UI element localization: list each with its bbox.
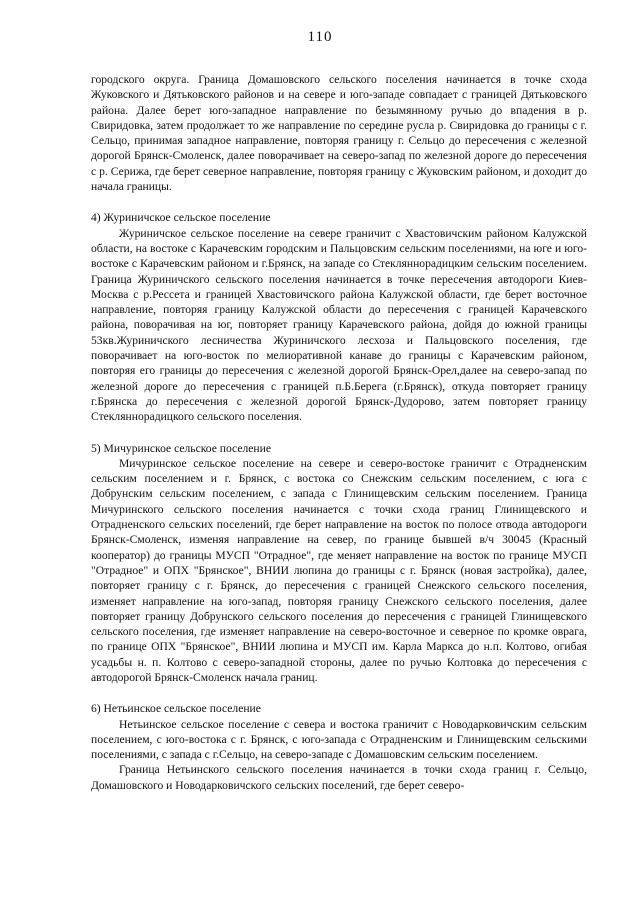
section-6-paragraph-2: Граница Нетьинского сельского поселения начинается в точки схода границ г. Сельцо, Домашовского и Новодарковичского сельских поселений, где берет северо- — [91, 763, 587, 792]
body-text — [91, 72, 587, 793]
page-number: 110 — [307, 29, 333, 45]
section-heading-6: 6) Нетьинское сельское поселение — [91, 702, 261, 716]
section-6-paragraph-1: Нетьинское сельское поселение с севера и востока граничит с Новодарковичским сельским поселением, с юго-востока с г. Брянск, с юго-запада с Отрадненским и Глинищевским сельскими поселениями, с запада с г.Сельцо, на северо-западе с Домашовским сельским поселением. — [91, 717, 587, 762]
section-heading-4: 4) Журиничское сельское поселение — [91, 211, 271, 225]
continuation-paragraph: городского округа. Граница Домашовского сельского поселения начинается в точке схода Жуковского и Дятьковского районов и на севере и юго-западе совпадает с границей Дятьковского района. Далее берет юго-западное направление по безымянному ручью до впадения в р. Свиридовка, затем продолжает то же направление по середине русла р. Свиридовка до границы с г. Сельцо, принимая западное направление, повторяя границу г. Сельцо до пересечения с железной дорогой Брянск-Смоленск, далее поворачивает на северо-запад по железной дороге до пересечения с р. Серижа, где берет северное направление, повторяя границу с Жуковским районом, и доходит до начала границы. — [91, 73, 587, 194]
section-4-paragraph: Журиничское сельское поселение на севере граничит с Хвастовичским районом Калужской области, на востоке с Карачевским городским и Пальцовским сельским поселениями, на юге и юго-востоке с Карачевским районом и г.Брянск, на западе со Стекляннорадицким сельским поселением. Граница Журиничского сельского поселения начинается в точке пересечения автодороги Киев-Москва с р.Рессета и границей Хвастовичского района Калужской области, где берет восточное направление, повторяя границу Калужской области до пересечения с границей Карачевского района, поворачивая на юг, повторяет границу Карачевского района, дойдя до южной границы 53кв.Журиничского лесничества Журиничского лесхоза и Пальцовского поселения, где поворачивает на юго-восток по мелиоративной канаве до границы с Карачевским районом, повторяя его границы до пересечения с железной дорогой Брянск-Орел,далее на северо-запад по железной дороге до пересечения с границей п.Б.Берега (г.Брянск), откуда повторяет границу г.Брянска до пересечения с железной дорогой Брянск-Дудорово, затем повторяет границу Стекляннорадицкого сельского поселения. — [91, 226, 587, 424]
section-5-paragraph: Мичуринское сельское поселение на севере и северо-востоке граничит с Отрадненским сельским поселением и г. Брянск, с востока со Снежским сельским поселением, с юга с Добрунским сельским поселением, с запада с Глинищевским сельским поселением. Граница Мичуринского сельского поселения начинается с точки схода границ Глинищевского и Отрадненского сельских поселений, где берет направление на восток по полосе отвода автодороги Брянск-Смоленск, изменяя направление на север, по границе бывшей в/ч 30045 (Красный кооператор) до границы МУСП "Отрадное", где меняет направление на восток по границе МУСП "Отрадное" и ОПХ "Брянское", ВНИИ люпина до границы с г. Брянск (новая застройка), далее, повторяет границу с г. Брянск, до пересечения с границей Снежского сельского поселения, изменяет направление на юго-запад, повторяя границу Снежского сельского поселения, далее повторяет границу Добрунского сельского поселения до пересечения с границей Глинищевского сельского поселения, где изменяет направление на северо-восточное и северное по кромке оврага, по границе ОПХ "Брянское", ВНИИ люпина и МУСП им. Карла Маркса до н.п. Колтово, огибая усадьбы н. п. Колтово с северо-западной стороны, далее по ручью Колтовка до пересечения с автодорогой Брянск-Смоленск начала границ. — [91, 456, 587, 684]
section-heading-5: 5) Мичуринское сельское поселение — [91, 441, 271, 455]
